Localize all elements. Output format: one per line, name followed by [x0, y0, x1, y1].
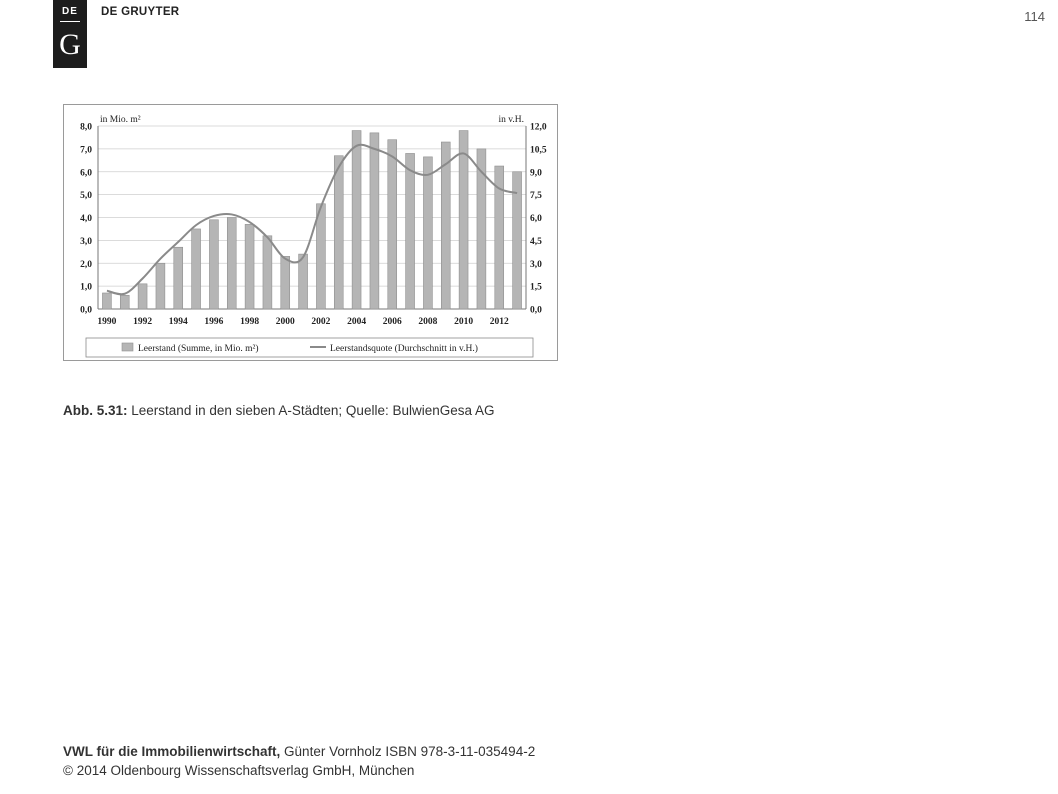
legend-bar-swatch [122, 343, 133, 351]
x-tick-label: 2008 [418, 317, 438, 327]
x-tick-label: 2004 [347, 317, 367, 327]
y-tick-right: 4,5 [530, 236, 542, 247]
bar [263, 236, 272, 309]
publisher-logo [53, 0, 87, 68]
vacancy-chart [64, 105, 559, 362]
book-title: VWL für die Immobilienwirtschaft, [63, 744, 281, 759]
x-tick-label: 1994 [168, 317, 188, 327]
x-tick-label: 1998 [240, 317, 260, 327]
bar [156, 263, 165, 309]
logo-de-text: DE [62, 6, 78, 17]
y-tick-right: 9,0 [530, 168, 542, 179]
logo-g-text: G [59, 28, 81, 61]
legend-line-label: Leerstandsquote (Durchschnitt in v.H.) [330, 344, 478, 354]
figure-caption [63, 403, 495, 418]
y-tick-right: 6,0 [530, 214, 542, 224]
x-tick-label: 2002 [311, 317, 331, 327]
publisher-name: DE GRUYTER [101, 6, 180, 18]
y-tick-left: 7,0 [80, 145, 92, 156]
y-tick-right: 3,0 [530, 259, 542, 270]
y-tick-left: 0,0 [80, 305, 92, 316]
x-tick-label: 1992 [133, 317, 153, 327]
bar [120, 295, 129, 309]
bar [245, 224, 254, 309]
footer-book-line [63, 742, 535, 761]
y-tick-right: 7,5 [530, 191, 542, 202]
bar [227, 218, 236, 310]
y-tick-left: 4,0 [80, 214, 92, 224]
bar [406, 153, 415, 309]
bar [174, 247, 183, 309]
y-tick-left: 1,0 [80, 282, 92, 293]
bar [459, 131, 468, 309]
bar [370, 133, 379, 309]
bar [209, 220, 218, 309]
bar [388, 140, 397, 309]
y-tick-left: 8,0 [80, 122, 92, 133]
bar [334, 156, 343, 309]
logo-divider [60, 21, 80, 22]
bar [299, 254, 308, 309]
x-tick-label: 2010 [454, 317, 474, 327]
vacancy-rate-line [107, 145, 517, 295]
bar [352, 131, 361, 309]
book-author-isbn: Günter Vornholz ISBN 978-3-11-035494-2 [284, 744, 536, 759]
bar [192, 229, 201, 309]
x-tick-label: 2012 [489, 317, 509, 327]
y-tick-left: 5,0 [80, 191, 92, 202]
y-tick-right: 12,0 [530, 122, 547, 133]
bar [423, 157, 432, 309]
y-tick-left: 3,0 [80, 236, 92, 247]
bar [316, 204, 325, 309]
x-tick-label: 1990 [97, 317, 117, 327]
bar [281, 256, 290, 309]
right-axis-label: in v.H. [498, 115, 524, 125]
page-number: 114 [1024, 9, 1045, 24]
y-tick-right: 10,5 [530, 145, 547, 156]
bar [138, 284, 147, 309]
y-tick-left: 6,0 [80, 168, 92, 179]
y-tick-right: 0,0 [530, 305, 542, 316]
x-tick-label: 2006 [382, 317, 402, 327]
legend-bar-label: Leerstand (Summe, in Mio. m²) [138, 344, 259, 354]
caption-label: Abb. 5.31: [63, 403, 128, 418]
y-tick-right: 1,5 [530, 282, 542, 293]
bar [102, 293, 111, 309]
x-tick-label: 1996 [204, 317, 224, 327]
y-tick-left: 2,0 [80, 259, 92, 270]
footer-copyright: © 2014 Oldenbourg Wissenschaftsverlag GmbH, München [63, 763, 415, 778]
x-tick-label: 2000 [275, 317, 295, 327]
page-footer [63, 742, 535, 780]
caption-text: Leerstand in den sieben A-Städten; Quelle: BulwienGesa AG [131, 403, 495, 418]
left-axis-label: in Mio. m² [100, 115, 141, 125]
chart-frame [63, 104, 558, 361]
